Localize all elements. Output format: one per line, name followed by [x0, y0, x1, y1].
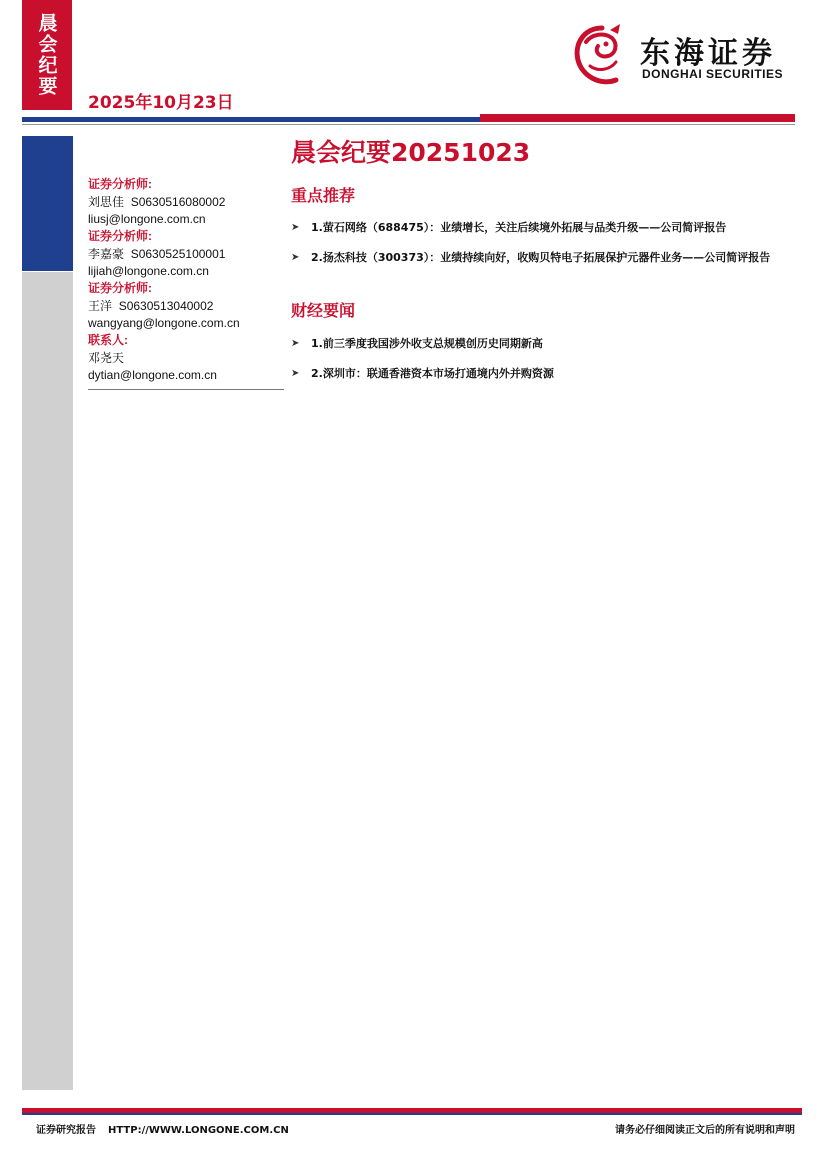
document-title: 晨会纪要20251023 — [291, 138, 531, 167]
analyst-email[interactable]: liusj@longone.com.cn — [88, 212, 206, 226]
logo-english-name: DONGHAI SECURITIES — [642, 67, 784, 81]
analyst-name-line — [88, 193, 284, 211]
arrowhead-bullet-icon: ➤ — [291, 368, 300, 379]
news-text: 1.前三季度我国涉外收支总规模创历史同期新高 — [311, 337, 543, 350]
analyst-name: 王洋 — [88, 299, 113, 313]
company-logo — [570, 22, 800, 92]
arrowhead-bullet-icon: ➤ — [291, 252, 300, 263]
dragon-logo-icon — [570, 22, 634, 90]
arrowhead-bullet-icon: ➤ — [291, 222, 300, 233]
news-item[interactable] — [291, 335, 796, 353]
contact-name: 邓尧天 — [88, 351, 125, 365]
sidebar-blue-bar — [22, 136, 73, 271]
analyst-email[interactable]: wangyang@longone.com.cn — [88, 316, 240, 330]
footer-report-label: 证券研究报告 — [36, 1125, 96, 1136]
news-item[interactable] — [291, 365, 796, 383]
recommendation-item[interactable] — [291, 249, 796, 267]
report-type-label: 晨会纪要 — [35, 13, 58, 97]
analyst-role: 证券分析师: — [88, 177, 152, 191]
analyst-role: 证券分析师: — [88, 281, 152, 295]
section-heading-recommendations: 重点推荐 — [291, 186, 356, 205]
analyst-list — [88, 176, 284, 384]
recommendation-text: 1.萤石网络（688475）：业绩增长，关注后续境外拓展与品类升级——公司简评报告 — [311, 221, 727, 234]
footer-website-link[interactable]: HTTP://WWW.LONGONE.COM.CN — [108, 1125, 289, 1136]
footer-disclaimer: 请务必仔细阅读正文后的所有说明和声明 — [615, 1125, 795, 1136]
sidebar-gray-bar — [22, 272, 73, 1090]
header-rule-red — [480, 114, 795, 122]
report-type-tab — [22, 0, 72, 110]
analyst-name-line — [88, 245, 284, 263]
footer-left — [36, 1121, 289, 1136]
section-heading-financial-news: 财经要闻 — [291, 301, 356, 320]
analyst-name: 李嘉豪 — [88, 247, 125, 261]
news-text: 2.深圳市：联通香港资本市场打通境内外并购资源 — [311, 367, 554, 380]
logo-chinese-name: 东海证券 — [640, 36, 776, 71]
contact-card — [88, 332, 284, 384]
analyst-card — [88, 280, 284, 332]
analyst-id: S0630513040002 — [118, 299, 214, 313]
analyst-email[interactable]: lijiah@longone.com.cn — [88, 264, 209, 278]
header-rule-thin — [22, 124, 795, 125]
recommendation-text: 2.扬杰科技（300373）：业绩持续向好，收购贝特电子拓展保护元器件业务——公司简评报告 — [311, 251, 771, 264]
analyst-card — [88, 176, 284, 228]
report-date: 2025年10月23日 — [88, 93, 234, 113]
analyst-id: S0630525100001 — [130, 247, 226, 261]
analyst-name: 刘思佳 — [88, 195, 125, 209]
analyst-role: 证券分析师: — [88, 229, 152, 243]
analyst-divider — [88, 389, 284, 390]
footer-rule-blue — [22, 1113, 802, 1115]
arrowhead-bullet-icon: ➤ — [291, 338, 300, 349]
contact-email[interactable]: dytian@longone.com.cn — [88, 368, 217, 382]
analyst-id: S0630516080002 — [130, 195, 226, 209]
contact-role: 联系人: — [88, 333, 128, 347]
analyst-card — [88, 228, 284, 280]
recommendation-item[interactable] — [291, 219, 796, 237]
analyst-name-line — [88, 297, 284, 315]
